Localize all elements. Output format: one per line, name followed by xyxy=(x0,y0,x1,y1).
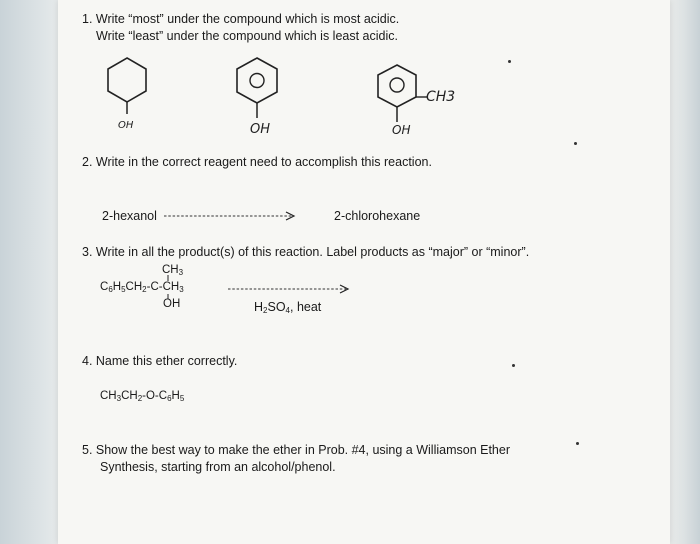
speck xyxy=(576,442,579,445)
q3-ch3-substituent: $CH_3$ xyxy=(162,264,184,277)
background-left xyxy=(0,0,64,544)
q5-line1: 5. Show the best way to make the ether in Prob. #4, using a Williamson Ether xyxy=(82,443,510,457)
speck xyxy=(508,60,511,63)
methylphenol-structure xyxy=(374,64,434,130)
speck xyxy=(574,142,577,145)
q1-line2: Write “least” under the compound which is least acidic. xyxy=(96,29,398,43)
phenol-structure xyxy=(232,56,282,126)
q3-prompt: 3. Write in all the product(s) of this reaction. Label products as “major” or “minor”. xyxy=(82,245,530,259)
methylphenol-oh-label: OH xyxy=(392,123,411,137)
q3-reaction-arrow xyxy=(228,283,352,295)
q2-reaction-arrow xyxy=(164,210,298,222)
q4-prompt: 4. Name this ether correctly. xyxy=(82,354,238,368)
cyclohexanol-structure xyxy=(102,56,152,116)
q2-reactant: 2-hexanol xyxy=(102,209,157,223)
q4-ether-formula: $CH_3CH_2-O-C_6H_5$ xyxy=(100,390,185,403)
q3-conditions: $H_2SO_4$, heat xyxy=(254,300,322,315)
methyl-group-label: CH3 xyxy=(426,89,456,105)
cyclohexanol-oh-label: OH xyxy=(118,120,134,131)
q3-reactant-formula: $C_6H_5CH_2-C-CH_3$ xyxy=(100,281,184,294)
q2-product: 2-chlorohexane xyxy=(334,209,421,223)
phenol-oh-label: OH xyxy=(250,122,271,137)
speck xyxy=(512,364,515,367)
q3-oh-substituent: OH xyxy=(163,298,181,310)
worksheet-page xyxy=(58,0,670,544)
q2-prompt: 2. Write in the correct reagent need to accomplish this reaction. xyxy=(82,155,432,169)
q5-line2: Synthesis, starting from an alcohol/phenol. xyxy=(100,460,336,474)
q3-bond-lines xyxy=(166,275,176,301)
q1-line1: 1. Write “most” under the compound which is most acidic. xyxy=(82,12,400,26)
